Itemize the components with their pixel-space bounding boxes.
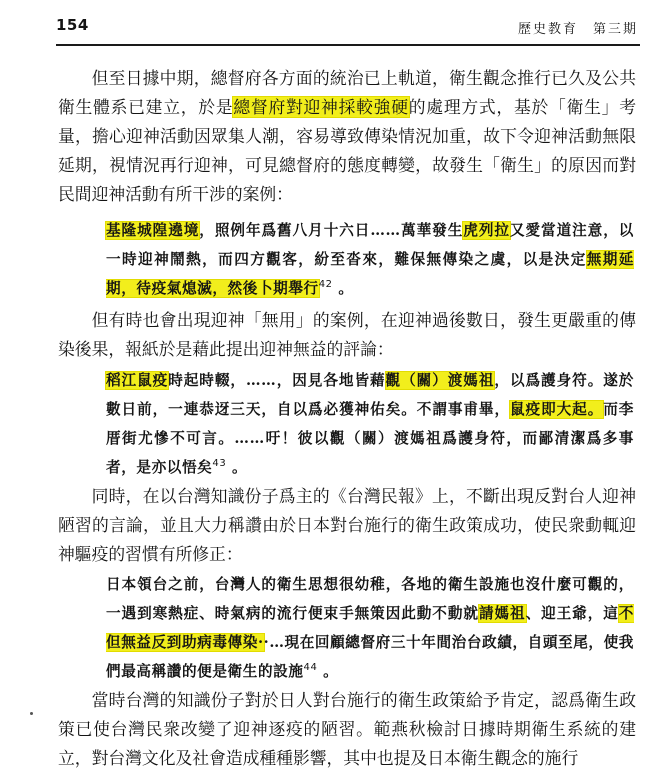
quote2-highlight-1: 稻江鼠疫 <box>106 372 169 389</box>
quote-block-2 <box>106 366 634 482</box>
quote1-text-2: 又愛當道注意，以一時迎神鬧熱，而四方觀客，紛至沓來，難保無傳染之虞，以是決定 <box>106 222 634 268</box>
quote3-text-3: ·…現在回顧總督府三十年間治台政績，自頭至尾，使我們最高稱讚的便是衛生的設施 <box>106 634 634 680</box>
footnote-ref-43: 43 <box>212 458 227 470</box>
quote2-text-1: 時起時輟，……，因見各地皆藉 <box>168 372 386 389</box>
quote1-highlight-1: 基隆城隍遶境 <box>106 222 200 239</box>
quote2-highlight-3: 鼠疫即大起。 <box>510 401 604 418</box>
body-paragraph-4: 當時台灣的知識份子對於日人對台施行的衛生政策給予肯定，認爲衛生政策已使台灣民衆改變了迎神逐疫的陋習。範燕秋檢討日據時期衛生系統的建立，對台灣文化及社會造成種種影響，其中也提及日本衛生觀念的施行 <box>58 690 636 768</box>
footnote-ref-42: 42 <box>318 279 333 291</box>
quote1-highlight-3: 無期延期，待疫氣熄滅，然後卜期舉行 <box>106 251 634 297</box>
margin-mark <box>30 712 33 715</box>
quote1-highlight-2: 虎列拉 <box>463 222 510 239</box>
quote1-text-1: ，照例年爲舊八月十六日……萬華發生 <box>199 222 464 239</box>
body-paragraph-3: 同時，在以台灣知識份子爲主的《台灣民報》上，不斷出現反對台人迎神陋習的言論，並且大力稱讚由於日本對台施行的衛生政策成功，使民衆動輒迎神驅疫的習慣有所修正： <box>58 486 636 564</box>
quote2-text-4: 。 <box>226 459 248 476</box>
para1-text-1: 但至日據中期，總督府各方面的統治已上軌道，衛生觀念推行已久及公共衛生體系已建立，於是 <box>58 68 636 117</box>
body-paragraph-2: 但有時也會出現迎神「無用」的案例，在迎神過後數日，發生更嚴重的傳染後果，報紙於是藉此提出迎神無益的評論： <box>58 310 636 359</box>
quote3-text-1: 日本領台之前，台灣人的衛生思想很幼稚，各地的衛生設施也沒什麼可觀的，一遇到寒熱症、時氣病的流行便束手無策因此動不動就 <box>106 576 634 622</box>
quote3-text-2: 、迎王爺，這 <box>525 605 619 622</box>
page-header <box>56 10 640 46</box>
quote2-text-2: ，以爲護身符。遂於數日前，一連恭迓三天，自以爲必獲神佑矣。不謂事甫畢， <box>106 372 634 418</box>
body-paragraph-1 <box>58 64 636 212</box>
footnote-ref-44: 44 <box>303 662 318 674</box>
page-number: 154 <box>56 16 89 34</box>
quote2-text-3: 而李厝街尤慘不可言。……吁！彼以觀（關）渡媽祖爲護身符，而鄙清潔爲多事者，是亦以悟矣 <box>106 401 634 476</box>
para1-highlight-1: 總督府對迎神採較強硬 <box>233 97 409 117</box>
para1-text-2: 的處理方式，基於「衛生」考量，擔心迎神活動因眾集人潮，容易導致傳染情況加重，故下令迎神活動無限延期，視情況再行迎神，可見總督府的態度轉變，故發生「衛生」的原因而對民間迎神活動有所干涉的案例： <box>58 97 636 204</box>
quote3-highlight-2: 不但無益反到助病毒傳染· <box>106 605 634 651</box>
quote-block-3 <box>106 570 634 686</box>
quote1-text-3: 。 <box>332 280 354 297</box>
quote3-highlight-1: 請媽祖 <box>478 605 526 622</box>
quote3-text-4: 。 <box>317 663 339 680</box>
running-head: 歷史教育 第三期 <box>517 22 638 37</box>
quote-block-1 <box>106 216 634 304</box>
quote2-highlight-2: 觀（關）渡媽祖 <box>385 372 495 389</box>
